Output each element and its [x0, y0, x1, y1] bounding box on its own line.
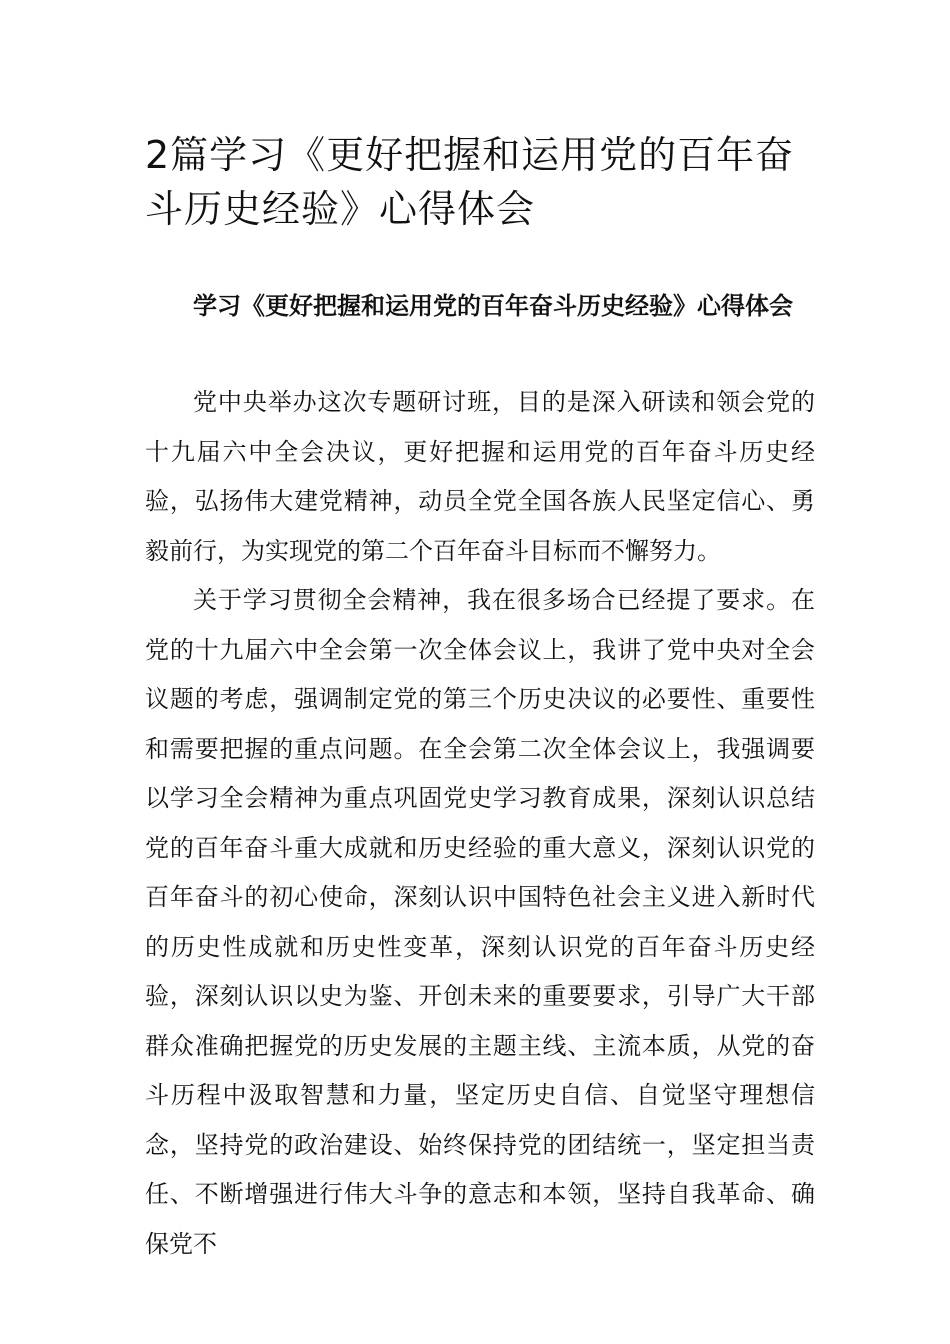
- document-title: 2篇学习《更好把握和运用党的百年奋斗历史经验》心得体会: [145, 133, 795, 231]
- body-text: [145, 378, 815, 1269]
- paragraph-1: 党中央举办这次专题研讨班，目的是深入研读和领会党的十九届六中全会决议，更好把握和运用党的百年奋斗历史经验，弘扬伟大建党精神，动员全党全国各族人民坚定信心、勇毅前行，为实现党的第二个百年奋斗目标而不懈努力。: [145, 388, 815, 565]
- section-title: 学习《更好把握和运用党的百年奋斗历史经验》心得体会: [193, 292, 793, 320]
- paragraph-2: 关于学习贯彻全会精神，我在很多场合已经提了要求。在党的十九届六中全会第一次全体会议上，我讲了党中央对全会议题的考虑，强调制定党的第三个历史决议的必要性、重要性和需要把握的重点问题。在全会第二次全体会议上，我强调要以学习全会精神为重点巩固党史学习教育成果，深刻认识总结党的百年奋斗重大成就和历史经验的重大意义，深刻认识党的百年奋斗的初心使命，深刻认识中国特色社会主义进入新时代的历史性成就和历史性变革，深刻认识党的百年奋斗历史经验，深刻认识以史为鉴、开创未来的重要要求，引导广大干部群众准确把握党的历史发展的主题主线、主流本质，从党的奋斗历程中汲取智慧和力量，坚定历史自信、自觉坚守理想信念，坚持党的政治建设、始终保持党的团结统一，坚定担当责任、不断增强进行伟大斗争的意志和本领，坚持自我革命、确保党不: [145, 586, 815, 1258]
